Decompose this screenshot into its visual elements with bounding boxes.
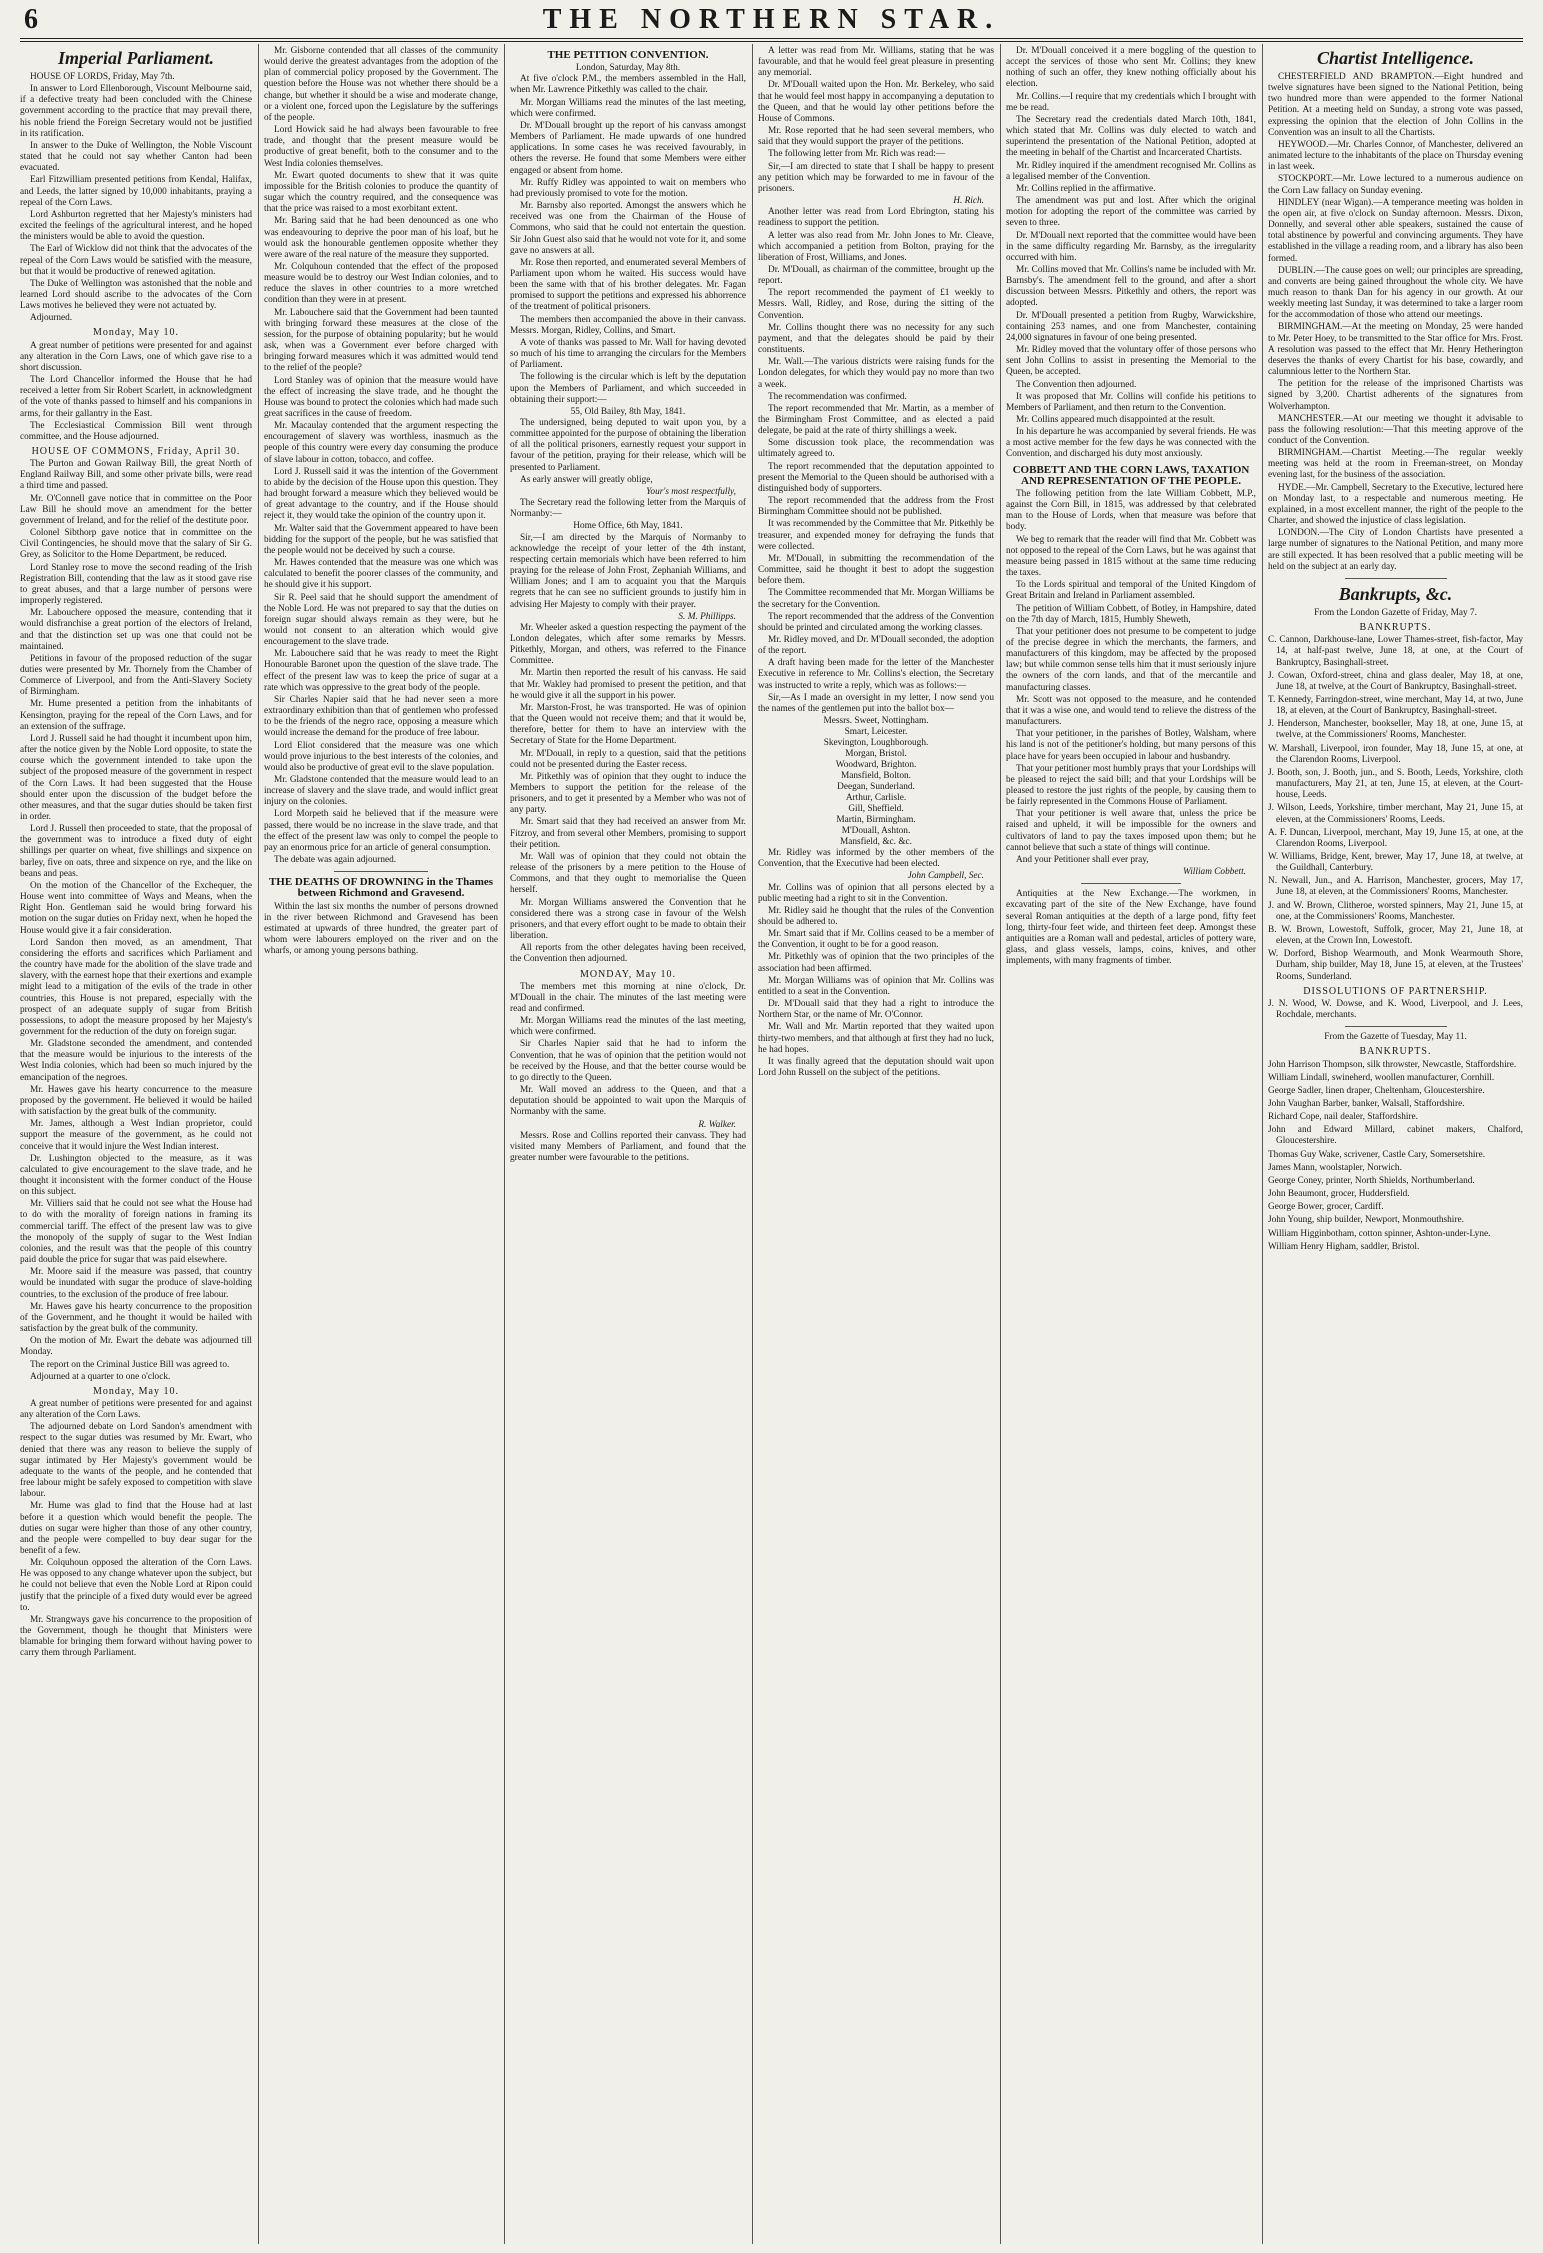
gazette-entry: John Vaughan Barber, banker, Walsall, Staffordshire.	[1268, 1098, 1465, 1109]
paragraph: Mr. Pitkethly was of opinion that the two principles of the association had been affirmed.	[758, 952, 994, 974]
paragraph: In answer to the Duke of Wellington, the Noble Viscount stated that he could not say whether Canton had been evacuated.	[20, 140, 252, 174]
paragraph: Within the last six months the number of persons drowned in the river between Richmond and Gravesend has been estimated at upwards of three hundred, the greater part of whom were labourers employed on the river and on the wharfs, or among young persons bathing.	[264, 901, 498, 957]
paragraph: Mr. Ridley said he thought that the rules of the Convention should be adhered to.	[758, 905, 994, 927]
list-line: Woodward, Brighton.	[835, 760, 917, 771]
gazette-entry: W. Marshall, Liverpool, iron founder, May 18, June 15, at one, at the Clarendon Rooms, Liverpool.	[1268, 743, 1523, 765]
paragraph: The petition for the release of the imprisoned Chartists was signed by 3,200. Chartist adherents of the signatures from Wolverhampton.	[1268, 379, 1523, 412]
paragraph: Sir,—I am directed to state that I shall be happy to present any petition which may be forwarded to me in favour of the prisoners.	[758, 161, 994, 194]
paragraph: LONDON.—The City of London Chartists have presented a large number of signatures to the National Petition, and many more are still expected. It has been resolved that a public meeting will be held on the subject at an early day.	[1268, 528, 1523, 572]
paragraph: The petition of William Cobbett, of Botley, in Hampshire, dated on the 7th day of March, 1815, Humbly Sheweth,	[1006, 603, 1256, 625]
paragraph: Mr. Gladstone contended that the measure would lead to an increase of slavery and the slave trade, and would inflict great injury on the colonies.	[264, 775, 498, 808]
subheading: Monday, May 10.	[92, 1385, 179, 1397]
gazette-entry: J. and W. Brown, Clitheroe, worsted spinners, May 21, June 15, at one, at the Commissioners' Rooms, Manchester.	[1268, 900, 1523, 922]
article-headline: THE PETITION CONVENTION.	[547, 49, 709, 61]
section-heading: Bankrupts, &c.	[1338, 583, 1453, 604]
newspaper-title: THE NORTHERN STAR.	[542, 4, 1001, 35]
paragraph: CHESTERFIELD AND BRAMPTON.—Eight hundred and twelve signatures have been signed to the National Petition, being two hundred more than were appended to the former National Petition. At a meeting held on Sunday, a strong vote was passed, expressing the opinion that the election of John Collins in the Convention was an insult to all the Chartists.	[1268, 72, 1523, 138]
paragraph: Messrs. Rose and Collins reported their canvass. They had visited many Members of Parliament, and found that the greater number were favourable to the petitions.	[510, 1130, 746, 1163]
paragraph: The Earl of Wicklow did not think that the advocates of the repeal of the Corn Laws would be satisfied with the measure, but that it would be productive of renewed agitation.	[20, 244, 252, 277]
gazette-entry: J. Wilson, Leeds, Yorkshire, timber merchant, May 21, June 15, at eleven, at the Commissioners' Rooms, Leeds.	[1268, 803, 1523, 825]
paragraph: HEYWOOD.—Mr. Charles Connor, of Manchester, delivered an animated lecture to the inhabitants of the place on Thursday evening in last week.	[1268, 139, 1523, 173]
gazette-entry: J. N. Wood, W. Dowse, and K. Wood, Liverpool, and J. Lees, Rochdale, merchants.	[1268, 998, 1523, 1021]
paragraph: On the motion of the Chancellor of the Exchequer, the House went into committee of Ways and Means, when the Right Hon. Gentleman said he would bring forward his motion on the sugar duties on Friday next, when he hoped the House would give it a fair consideration.	[20, 880, 252, 936]
paragraph: Sir,—I am directed by the Marquis of Normanby to acknowledge the receipt of your letter of the 4th instant, respecting certain memorials which have been referred to him praying for the release of John Frost, Zephaniah Williams, and William Jones; and I am to acquaint you that the Marquis regrets that he can see no sufficient grounds to justify him in advising Her Majesty to comply with their prayer.	[510, 532, 746, 610]
paragraph: The Committee recommended that Mr. Morgan Williams be the secretary for the Convention.	[758, 588, 994, 610]
paragraph: The report recommended the payment of £1 weekly to Messrs. Wall, Ridley, and Rose, during the sitting of the Convention.	[758, 288, 994, 321]
paragraph: Mr. James, although a West Indian proprietor, could support the measure of the government, as he could not conceive that it would injure the West Indian interest.	[20, 1119, 252, 1152]
paragraph: Mr. Labouchere said that the Government had been taunted with bringing forward these measures at the close of the session, for the purpose of obtaining popularity; but he would ask, when was a Government ever before charged with bringing forward measures which it was admitted would tend to the relief of the people?	[264, 307, 498, 374]
gazette-entry: T. Kennedy, Farringdon-street, wine merchant, May 14, at two, June 18, at eleven, at the Court of Bankruptcy, Basinghall-street.	[1268, 694, 1523, 717]
paragraph: That your petitioner most humbly prays that your Lordships will be pleased to reject the said bill; and that your Lordships will be pleased to restore the just rights of the people, by causing them to be fairly represented in the Commons House of Parliament.	[1006, 763, 1256, 808]
paragraph: Mr. Collins thought there was no necessity for any such payment, and that the delegates should be paid by their constituents.	[758, 322, 994, 356]
paragraph: To the Lords spiritual and temporal of the United Kingdom of Great Britain and Ireland in Parliament assembled.	[1006, 580, 1256, 602]
paragraph: Mr. M'Douall, in submitting the recommendation of the Committee, said he thought it best to adopt the suggestion before them.	[758, 553, 994, 587]
paragraph: That your petitioner, in the parishes of Botley, Walsham, where his land is not of the petitioner's holding, but many persons of this place have for years been occupied in labour and husbandry.	[1006, 729, 1256, 762]
signature: William Cobbett.	[1182, 867, 1246, 878]
gazette-entry: J. Cowan, Oxford-street, china and glass dealer, May 18, at one, June 18, at twelve, at the Court of Bankruptcy, Basinghall-street.	[1268, 670, 1523, 692]
paragraph: A great number of petitions were presented for and against any alteration in the Corn Laws, one of which gave rise to a short discussion.	[20, 340, 252, 373]
paragraph: The adjourned debate on Lord Sandon's amendment with respect to the sugar duties was resumed by Mr. Ewart, who denied that there was any reason to believe the supply of sugar intimated by Her Majesty's government would be adequate to the wants of the people, and he contended that free labour might be safely exposed to competition with slave labour.	[20, 1422, 252, 1500]
paragraph: Mr. Wall.—The various districts were raising funds for the London delegates, for which they would pay no more than two a week.	[758, 357, 994, 390]
gazette-entry: James Mann, woolstapler, Norwich.	[1268, 1162, 1402, 1173]
paragraph: The following is the circular which is left by the deputation upon the Members of Parliament, and which succeeded in obtaining their support:—	[510, 372, 746, 405]
paragraph: Mr. Marston-Frost, he was transported. He was of opinion that the Queen would not receive them; and that it would be, therefore, better for them to have an interview with the Secretary of State for the Home Department.	[510, 702, 746, 747]
paragraph: Dr. M'Douall said that they had a right to introduce the Northern Star, or the name of Mr. O'Connor.	[758, 999, 994, 1021]
paragraph: BIRMINGHAM.—Chartist Meeting.—The regular weekly meeting was held at the room in Freeman-street, on Monday evening last, for the business of the association.	[1268, 448, 1523, 481]
paragraph: The Convention then adjourned.	[1016, 379, 1137, 390]
list-line: Skevington, Loughborough.	[823, 738, 929, 749]
signature: R. Walker.	[698, 1119, 736, 1130]
paragraph: Mr. Collins moved that Mr. Collins's name be included with Mr. Barnsby's. The amendment fell to the ground, and after a short discussion between Messrs. Pitkethly and others, the report was adopted.	[1006, 264, 1256, 309]
paragraph: Mr. Moore said if the measure was passed, that country would be inundated with sugar the produce of slave-holding countries, to the exclusion of the produce of free labour.	[20, 1267, 252, 1300]
section-divider	[1345, 1026, 1447, 1027]
gazette-entry: George Bower, grocer, Cardiff.	[1268, 1202, 1384, 1213]
paragraph: Mr. Wall was of opinion that they could not obtain the release of the prisoners by a mere petition to the House of Commons, and that they ought to memorialise the Queen herself.	[510, 851, 746, 896]
paragraph: The amendment was put and lost. After which the original motion for adopting the report of the committee was carried by seven to three.	[1006, 196, 1256, 229]
section-divider	[1081, 883, 1181, 884]
paragraph: A vote of thanks was passed to Mr. Wall for having devoted so much of his time to arranging the circulars for the Members of Parliament.	[510, 337, 746, 371]
paragraph: The Purton and Gowan Railway Bill, the great North of England Railway Bill, and some other private bills, were read a third time and passed.	[20, 459, 252, 492]
paragraph: Mr. Ewart quoted documents to shew that it was quite impossible for the British colonies to produce the quantity of sugar which the country required, and the consequence was that the price was raised to a most exorbitant extent.	[264, 170, 498, 215]
paragraph: A great number of petitions were presented for and against any alteration of the Corn Laws.	[20, 1398, 252, 1421]
paragraph: The debate was again adjourned.	[274, 855, 397, 866]
subheading: BANKRUPTS.	[1359, 1046, 1432, 1058]
paragraph: Mr. Hume was glad to find that the House had at last before it a question which would benefit the people. The duties on sugar were higher than those of any other country, and the people were compelled to buy dear sugar for the benefit of a few.	[20, 1501, 252, 1556]
section-heading-imperial-parliament: Imperial Parliament.	[57, 48, 214, 68]
paragraph: Mr. Colquhoun contended that the effect of the proposed measure would be to destroy our West Indian colonies, and to reduce the slaves in other countries to a more wretched condition than they were in at present.	[264, 261, 498, 306]
gazette-entry: John Harrison Thompson, silk throwster, Newcastle, Staffordshire.	[1268, 1059, 1517, 1070]
column-rule	[504, 44, 505, 2244]
paragraph: The members then accompanied the above in their canvass. Messrs. Morgan, Ridley, Collins, and Smart.	[510, 314, 746, 336]
paragraph: Mr. Rose then reported, and enumerated several Members of Parliament upon whom he waited. His success would have been the same with that of his brother delegates. Mr. Fagan promised to support the petitions and expressed his abhorrence of the treatment of political prisoners.	[510, 257, 746, 313]
paragraph: The report recommended that the deputation appointed to present the Memorial to the Queen should be authorised with a distinguished body of supporters.	[758, 461, 994, 494]
paragraph: At five o'clock P.M., the members assembled in the Hall, when Mr. Lawrence Pitkethly was called to the chair.	[510, 74, 746, 96]
paragraph: Mr. Wall moved an address to the Queen, and that a deputation should be appointed to wait upon the Marquis of Normanby with the same.	[510, 1085, 746, 1118]
gazette-entry: A. F. Duncan, Liverpool, merchant, May 19, June 15, at one, at the Clarendon Rooms, Liverpool.	[1268, 827, 1523, 849]
subheading: BANKRUPTS.	[1359, 622, 1432, 634]
centered-line: From the London Gazette of Friday, May 7.	[1314, 607, 1477, 618]
paragraph: Mr. Martin then reported the result of his canvass. He said that Mr. Wakley had promised to present the petition, and that he would give it all the support in his power.	[510, 668, 746, 701]
paragraph: Mr. O'Connell gave notice that in committee on the Poor Law Bill he should move an amendment for the better government of Ireland, and for the relief of the destitute poor.	[20, 493, 252, 526]
paragraph: BIRMINGHAM.—At the meeting on Monday, 25 were handed to Mr. Peter Hoey, to be transmitted to the Star office for Mrs. Frost. A resolution was passed to the effect that Mr. Henry Hetherington deserves the thanks of every Chartist for his base, cowardly, and calumnious letter to the Northern Star.	[1268, 322, 1523, 378]
paragraph: Mr. Hawes gave his hearty concurrence to the proposition of the Government, and he thought it would be hailed with satisfaction by the great bulk of the community.	[20, 1301, 252, 1335]
gazette-entry: William Lindall, swineherd, woollen manufacturer, Cornhill.	[1268, 1072, 1495, 1083]
subheading: DISSOLUTIONS OF PARTNERSHIP.	[1303, 985, 1488, 997]
list-line: Martin, Birmingham.	[836, 815, 916, 826]
paragraph: Mr. Wheeler asked a question respecting the payment of the London delegates, which after some remarks by Messrs. Pitkethly, Morgan, and others, was referred to the Finance Committee.	[510, 622, 746, 667]
section-divider	[334, 871, 428, 872]
paragraph: Dr. M'Douall waited upon the Hon. Mr. Berkeley, who said that he would feel most happy in accompanying a deputation to the Queen, and that he would lay other petitions before the House of Commons.	[758, 80, 994, 124]
paragraph: The Secretary read the following letter from the Marquis of Normanby:—	[510, 498, 746, 520]
centered-line: London, Saturday, May 8th.	[575, 63, 681, 74]
paragraph: Mr. Ruffy Ridley was appointed to wait on members who had previously promised to vote for the motion.	[510, 177, 746, 199]
column-convention-continued	[758, 46, 994, 2242]
column-cobbett-corn-laws	[1006, 46, 1256, 2242]
paragraph: Mr. Pitkethly was of opinion that they ought to induce the Members to support the petition for the release of the prisoners, and to get it presented by a Member who was not of any party.	[510, 771, 746, 816]
article-headline: COBBETT AND THE CORN LAWS, TAXATION AND REPRESENTATION OF THE PEOPLE.	[1012, 463, 1250, 487]
paragraph: Adjourned.	[30, 313, 73, 324]
paragraph: On the motion of Mr. Ewart the debate was adjourned till Monday.	[20, 1336, 252, 1358]
gazette-entry: C. Cannon, Darkhouse-lane, Lower Thames-street, fish-factor, May 14, at half-past twelve, June 18, at one, at the Court of Bankruptcy, Basinghall-street.	[1268, 635, 1523, 668]
paragraph: Mr. Villiers said that he could not see what the House had to do with the morality of foreign nations in framing its commercial tariff. The effect of the present law was to give the monopoly of the supply of sugar to the West Indian colonies, and the result was that the people of this country paid double the price for sugar that was paid elsewhere.	[20, 1199, 252, 1266]
paragraph: A letter was read from Mr. Williams, stating that he was favourable, and that he would feel great pleasure in presenting any memorial.	[758, 46, 994, 79]
paragraph: Lord Stanley rose to move the second reading of the Irish Registration Bill, contending that the law as it stood gave rise to great abuses, and that a large number of persons were improperly registered.	[20, 562, 252, 607]
paragraph: The members met this morning at nine o'clock, Dr. M'Douall in the chair. The minutes of the last meeting were read and confirmed.	[510, 981, 746, 1014]
section-divider	[1345, 578, 1447, 579]
paragraph: The following letter from Mr. Rich was read:—	[768, 149, 946, 160]
list-line: Morgan, Bristol.	[845, 749, 907, 760]
paragraph: The Duke of Wellington was astonished that the noble and learned Lord should ascribe to the advocates of the Corn Laws motives he believed they were not actuated by.	[20, 278, 252, 312]
paragraph: HINDLEY (near Wigan).—A temperance meeting was holden in the open air, at five o'clock on Sunday afternoon. Messrs. Dixon, Donnelly, and several other able speakers, sustained the cause of total abstinence by powerful and convincing arguments. They have established in the village a reading room, and a library has also been formed.	[1268, 197, 1523, 264]
list-line: Smart, Leicester.	[844, 727, 908, 738]
paragraph: The undersigned, being deputed to wait upon you, by a committee appointed for the purpose of obtaining the liberation of all the political prisoners, earnestly request your support in favour of the petition, praying for their release, which will be presented to Parliament.	[510, 418, 746, 473]
paragraph: Sir R. Peel said that he should support the amendment of the Noble Lord. He was not prepared to say that the duties on foreign sugar should always remain as they were, but he would not consent to an alteration which would give encouragement to the slave trade.	[264, 592, 498, 648]
paragraph: All reports from the other delegates having been received, the Convention then adjourned.	[510, 943, 746, 965]
paragraph: Mr. Smart said that they had received an answer from Mr. Fitzroy, and from several other Members, promising to support their petition.	[510, 817, 746, 850]
paragraph: Petitions in favour of the proposed reduction of the sugar duties were presented by Mr. Thornely from the Chamber of Commerce of Liverpool, and from the Anti-Slavery Society of Birmingham.	[20, 653, 252, 698]
paragraph: HYDE.—Mr. Campbell, Secretary to the Executive, lectured here on Monday last, to a respectable and numerous meeting. He explained, in a most excellent manner, the right of the people to the Charter, and showed the injustice of class legislation.	[1268, 482, 1523, 527]
paragraph: Mr. Gisborne contended that all classes of the community would derive the greatest advantages from the adoption of the plan of commercial policy proposed by the Government. The question before the House was not whether there should be a change, but whether it should be a wise and moderate change, or a violent one, forced upon the Legislature by the sufferings of the people.	[264, 46, 498, 123]
paragraph: The following petition from the late William Cobbett, M.P., against the Corn Bill, in 1815, was addressed by that celebrated man to the House of Lords, when that measure was before that body.	[1006, 488, 1256, 533]
paragraph: Antiquities at the New Exchange.—The workmen, in excavating part of the site of the New Exchange, have found several Roman antiquities at the depth of a large pond, fifty feet long, thirty-four feet wide, and thirteen feet deep. Amongst these antiquities are a Roman wall and pedestal, articles of pottery ware, glass, and glass vessels, lamps, coins, knives, and other implements, with many fragments of timber.	[1006, 889, 1256, 967]
paragraph: Mr. Collins.—I require that my credentials which I brought with me be read.	[1006, 91, 1256, 113]
centered-line: From the Gazette of Tuesday, May 11.	[1324, 1032, 1467, 1043]
paragraph: We beg to remark that the reader will find that Mr. Cobbett was not opposed to the repeal of the Corn Laws, but he was against that measure being passed in 1815 without at the same time reducing the taxes.	[1006, 534, 1256, 579]
paragraph: Another letter was read from Lord Ebrington, stating his readiness to support the petition.	[758, 207, 994, 229]
list-line: Mansfield, &c. &c.	[839, 837, 913, 848]
paragraph: Adjourned at a quarter to one o'clock.	[30, 1371, 171, 1382]
masthead	[20, 4, 1523, 34]
paragraph: In his departure he was accompanied by several friends. He was a most active member for the few days he was connected with the Convention, and discharged his duty most anxiously.	[1006, 427, 1256, 460]
paragraph: Lord Eliot considered that the measure was one which would prove injurious to the best interests of the colonies, and would also be productive of great evil to the slave population.	[264, 740, 498, 773]
paragraph: Mr. Morgan Williams read the minutes of the last meeting, which were confirmed.	[510, 1016, 746, 1038]
paragraph: Lord J. Russell said it was the intention of the Government to abide by the decision of the House upon this question. They had brought forward a measure which they believed would be of great advantage to the country, and if the House should reject it, they would take the opinion of the country upon it.	[264, 466, 498, 522]
paragraph: It was finally agreed that the deputation should wait upon Lord John Russell on the subject of the petitions.	[758, 1056, 994, 1079]
paragraph: Mr. Ridley inquired if the amendment recognised Mr. Collins as a legalised member of the Convention.	[1006, 160, 1256, 182]
paragraph: Mr. Colquhoun opposed the alteration of the Corn Laws. He was opposed to any change whatever upon the subject, but he could not believe that even the Noble Lord at Ripon could justify that the principle of a fixed duty would ever be agreed to.	[20, 1558, 252, 1613]
paragraph: Mr. Labouchere opposed the measure, contending that it would disfranchise a great portion of the electors of Ireland, and that the distinction set up was one that could not be maintained.	[20, 608, 252, 652]
paragraph: Mr. Hume presented a petition from the inhabitants of Kensington, praying for the repeal of the Corn Laws, and for an extension of the suffrage.	[20, 699, 252, 732]
section-heading-chartist-intelligence: Chartist Intelligence.	[1316, 48, 1475, 68]
paragraph: A letter was also read from Mr. John Jones to Mr. Cleave, which accompanied a petition from Bolton, praying for the liberation of Frost, Williams, and Jones.	[758, 230, 994, 263]
page-number: 6	[24, 4, 38, 35]
paragraph: Sir Charles Napier said that he had never seen a more extraordinary exhibition than that of gentlemen who professed to be the friends of the negro race, opposing a measure which would increase the demand for the produce of free labour.	[264, 694, 498, 739]
paragraph: The report on the Criminal Justice Bill was agreed to.	[30, 1359, 230, 1370]
list-line: Arthur, Carlisle.	[845, 793, 907, 804]
paragraph: Lord Howick said he had always been favourable to free trade, and thought that the present measure would be productive of great benefit, both to the consumer and to the West India colonies themselves.	[264, 125, 498, 169]
header-rule	[20, 38, 1523, 39]
signature: S. M. Phillipps.	[678, 611, 736, 622]
paragraph: Mr. Hawes gave his hearty concurrence to the measure proposed by the government. He believed it would be hailed with satisfaction by the great bulk of the community.	[20, 1084, 252, 1118]
paragraph: Lord Morpeth said he believed that if the measure were passed, there would be no increase in the slave trade, and that the effect of the present law was only to compel the people to pay an enormous price for an article of general consumption.	[264, 809, 498, 853]
paragraph: Lord Ashburton regretted that her Majesty's ministers had excited the feelings of the agricultural interest, and he hoped the ministers would be able to avoid the question.	[20, 209, 252, 243]
gazette-entry: George Coney, printer, North Shields, Northumberland.	[1268, 1175, 1475, 1186]
paragraph: And your Petitioner shall ever pray,	[1016, 854, 1149, 865]
list-line: Deegan, Sunderland.	[837, 782, 915, 793]
gazette-entry: John and Edward Millard, cabinet makers, Chalford, Gloucestershire.	[1268, 1125, 1523, 1147]
paragraph: Lord Stanley was of opinion that the measure would have the effect of increasing the slave trade, and he thought the House was bound to protect the colonies which had made such great sacrifices in the cause of freedom.	[264, 375, 498, 419]
paragraph: Dr. M'Douall conceived it a mere boggling of the question to accept the services of those who sent Mr. Collins; they knew nothing of such an offer, they knew nothing officially about his election.	[1006, 46, 1256, 90]
article-headline: THE DEATHS OF DROWNING in the Thames between Richmond and Gravesend.	[268, 876, 494, 900]
gazette-entry: William Henry Higham, saddler, Bristol.	[1268, 1241, 1420, 1252]
paragraph: Mr. Morgan Williams answered the Convention that he considered there was a strong case in favour of the Welsh prisoners, and that every effort ought to be made to obtain their liberation.	[510, 897, 746, 942]
paragraph: Dr. M'Douall presented a petition from Rugby, Warwickshire, containing 253 names, and one from Manchester, containing 24,000 signatures in favour of one being presented.	[1006, 310, 1256, 343]
column-rule	[1262, 44, 1263, 2244]
signature: John Campbell, Sec.	[907, 871, 984, 882]
centered-line: 55, Old Bailey, 8th May, 1841.	[570, 406, 686, 417]
paragraph: Mr. Ridley moved, and Dr. M'Douall seconded, the adoption of the report.	[758, 634, 994, 657]
paragraph: Dr. M'Douall next reported that the committee would have been in the same difficulty regarding Mr. Barnsby, as the irregularity occurred with him.	[1006, 230, 1256, 263]
paragraph: Lord Sandon then moved, as an amendment, That considering the efforts and sacrifices which Parliament and the country have made for the abolition of the slave trade and slavery, with the earnest hope that their exertions and example might lead to a mitigation of the evils of the trade in other countries, this House is not prepared, especially with the prospect of an adequate supply of sugar from British possessions, to adopt the measure proposed by her Majesty's government for the reduction of the duty on foreign sugar.	[20, 937, 252, 1037]
paragraph: The report recommended that Mr. Martin, as a member of the Birmingham Frost Committee, and as elected a paid delegate, be paid at the rate of thirty shillings a week.	[758, 403, 994, 437]
column-imperial-parliament	[20, 46, 252, 2242]
paragraph: Sir Charles Napier said that he had to inform the Convention, that he was of opinion that the petition would not be received by the House, and that the better course would be to go directly to the Queen.	[510, 1039, 746, 1083]
paragraph: Mr. Barnsby also reported. Amongst the answers which he received was one from the Chairman of the House of Commons, who said that he could not entertain the question. Sir John Guest also said that he would not vote for it, and some gave no answers at all.	[510, 201, 746, 256]
paragraph: DUBLIN.—The cause goes on well; our principles are spreading, and converts are being gained throughout the whole city. We have much reason to thank Dan for his agency in our growth. At our weekly meeting last Sunday, it was determined to take a larger room for the accommodation of those who attend our meetings.	[1268, 265, 1523, 321]
paragraph: Mr. Ridley moved that the voluntary offer of those persons who sent John Collins to assist in presenting the Memorial to the Queen, be accepted.	[1006, 345, 1256, 378]
paragraph: The Ecclesiastical Commission Bill went through committee, and the House adjourned.	[20, 420, 252, 442]
list-line: Messrs. Sweet, Nottingham.	[823, 716, 929, 727]
paragraph: HOUSE OF LORDS, Friday, May 7th.	[30, 72, 175, 82]
gazette-entry: John Beaumont, grocer, Huddersfield.	[1268, 1189, 1410, 1200]
paragraph: The Secretary read the credentials dated March 10th, 1841, which stated that Mr. Collins was duly elected to watch and superintend the presentation of the National Petition, adopted at the meeting in behalf of the Chartist and Incarcerated Chartists.	[1006, 114, 1256, 159]
column-parliament-continued	[264, 46, 498, 2242]
gazette-entry: Richard Cope, nail dealer, Staffordshire.	[1268, 1112, 1418, 1123]
paragraph: Mr. Strangways gave his concurrence to the proposition of the Government, though he thought that Ministers were blamable for bringing them forward without having power to carry them through Parliament.	[20, 1614, 252, 1659]
gazette-entry: Thomas Guy Wake, scrivener, Castle Cary, Somersetshire.	[1268, 1149, 1486, 1160]
paragraph: Mr. Gladstone seconded the amendment, and contended that the measure would be injurious to the interests of the West India colonies, which had been so much injured by the emancipation of the negroes.	[20, 1039, 252, 1083]
paragraph: The recommendation was confirmed.	[768, 391, 907, 402]
signature: Your's most respectfully,	[646, 486, 736, 497]
gazette-entry: J. Henderson, Manchester, bookseller, May 18, at one, June 15, at twelve, at the Commissioners' Rooms, Manchester.	[1268, 719, 1523, 741]
signature: H. Rich.	[953, 196, 984, 207]
paragraph: Mr. Smart said that if Mr. Collins ceased to be a member of the Convention, it ought to be for a good reason.	[758, 929, 994, 951]
column-rule	[1000, 44, 1001, 2244]
paragraph: Mr. Morgan Williams read the minutes of the last meeting, which were confirmed.	[510, 97, 746, 119]
paragraph: Earl Fitzwilliam presented petitions from Kendal, Halifax, and Leeds, the latter signed by 10,000 inhabitants, praying a repeal of the Corn Laws.	[20, 175, 252, 208]
paragraph: Mr. Walter said that the Government appeared to have been bidding for the support of the people, but he was satisfied that the people would not be deceived by such a course.	[264, 523, 498, 556]
gazette-entry: W. Dorford, Bishop Wearmouth, and Monk Wearmouth Shore, Durham, ship builder, May 18, June 15, at eleven, at the Trustees' Rooms, Sunderland.	[1268, 949, 1523, 982]
paragraph: Mr. Scott was not opposed to the measure, and he contended that it was a wise one, and would tend to relieve the distress of the manufacturers.	[1006, 694, 1256, 728]
paragraph: Dr. M'Douall brought up the report of his canvass amongst Members of Parliament. He made upwards of one hundred applications. In some cases he was received favourably, in others the reverse. He found that some Members were either engaged or absent from home.	[510, 120, 746, 176]
paragraph: Mr. Baring said that he had been denounced as one who was endeavouring to deprive the poor man of his loaf, but he would ask the honourable gentlemen opposite whether they were aware of the real nature of the measure they supported.	[264, 216, 498, 260]
paragraph: The report recommended that the address of the Convention should be printed and circulated among the working classes.	[758, 611, 994, 633]
paragraph: That your petitioner does not presume to be competent to judge of the precise degree in which the merchants, the farmers, and manufacturers of this kingdom, may be affected by the proposed law; but while common sense tells him that it must seriously injure the owners of the corn lands, and that of the mercantile and manufacturing classes.	[1006, 626, 1256, 693]
paragraph: The report recommended that the address from the Frost Birmingham Committee should not be published.	[758, 496, 994, 518]
paragraph: Some discussion took place, the recommendation was ultimately agreed to.	[758, 438, 994, 460]
list-line: Gill, Sheffield.	[848, 804, 904, 815]
list-line: Mansfield, Bolton.	[841, 771, 911, 782]
paragraph: Mr. Collins appeared much disappointed at the result.	[1016, 415, 1216, 425]
subheading: MONDAY, May 10.	[579, 968, 677, 980]
gazette-entry: George Sadler, linen draper, Cheltenham, Gloucestershire.	[1268, 1085, 1485, 1096]
header-rule-thin	[20, 41, 1523, 42]
subheading: Monday, May 10.	[92, 327, 179, 339]
paragraph: In answer to Lord Ellenborough, Viscount Melbourne said, if a defective treaty had been concluded with the Chinese government according to the practice that may prevail there, his noble friend the Foreign Secretary would not be justified in its ratification.	[20, 84, 252, 139]
gazette-entry: W. Williams, Bridge, Kent, brewer, May 17, June 18, at twelve, at the Guildhall, Canterbury.	[1268, 852, 1523, 874]
gazette-entry: William Higginbotham, cotton spinner, Ashton-under-Lyne.	[1268, 1228, 1491, 1239]
subheading: HOUSE OF COMMONS, Friday, April 30.	[31, 446, 241, 457]
paragraph: Mr. Macaulay contended that the argument respecting the encouragement of slavery was worthless, inasmuch as the people of this country were every day consuming the produce of slave labour in cotton, tobacco, and coffee.	[264, 421, 498, 465]
paragraph: Mr. Ridley was informed by the other members of the Convention, that the Executive had been elected.	[758, 848, 994, 870]
paragraph: It was proposed that Mr. Collins will confide his petitions to Members of Parliament, and then return to the Convention.	[1006, 391, 1256, 413]
paragraph: It was recommended by the Committee that Mr. Pitkethly be treasurer, and expended money for defraying the funds that were collected.	[758, 519, 994, 552]
gazette-entry: John Young, ship builder, Newport, Monmouthshire.	[1268, 1215, 1464, 1226]
column-rule	[752, 44, 753, 2244]
paragraph: Mr. M'Douall, in reply to a question, said that the petitions could not be presented during the Easter recess.	[510, 748, 746, 770]
centered-line: Home Office, 6th May, 1841.	[573, 521, 683, 532]
paragraph: Dr. Lushington objected to the measure, as it was calculated to give encouragement to the slave trade, and he thought it inconsistent with the former conduct of the House on this subject.	[20, 1153, 252, 1198]
paragraph: Mr. Collins replied in the affirmative.	[1016, 183, 1156, 194]
paragraph: Sir,—As I made an oversight in my letter, I now send you the names of the gentlemen put into the ballot box—	[758, 692, 994, 714]
paragraph: STOCKPORT.—Mr. Lowe lectured to a numerous audience on the Corn Law fallacy on Sunday evening.	[1268, 174, 1523, 196]
paragraph: Mr. Labouchere said that he was ready to meet the Right Honourable Baronet upon the question of the slave trade. The effect of the present law was to keep the price of sugar at a rate which was oppressive to the great body of the people.	[264, 649, 498, 693]
paragraph: That your petitioner is well aware that, unless the price be raised and upheld, it will be impossible for the owners and cultivators of land to pay the taxes imposed upon them; but he cannot believe that such a state of things will continue.	[1006, 809, 1256, 853]
column-chartist-intelligence	[1268, 46, 1523, 2242]
paragraph: Mr. Morgan Williams was of opinion that Mr. Collins was entitled to a seat in the Convention.	[758, 975, 994, 997]
paragraph: The Lord Chancellor informed the House that he had received a letter from Sir Robert Scarlett, in acknowledgment of the vote of thanks passed to himself and his companions in arms, for their gallantry in the East.	[20, 375, 252, 419]
gazette-entry: J. Booth, son, J. Booth, jun., and S. Booth, Leeds, Yorkshire, cloth manufacturers, May 21, at ten, June 15, at eleven, at the Court-house, Leeds.	[1268, 767, 1523, 801]
gazette-entry: N. Newall, Jun., and A. Harrison, Manchester, grocers, May 17, June 18, at eleven, at the Commissioners' Rooms, Manchester.	[1268, 876, 1523, 898]
paragraph: Dr. M'Douall, as chairman of the committee, brought up the report.	[758, 264, 994, 287]
paragraph: Mr. Rose reported that he had seen several members, who said that they would support the prayer of the petitions.	[758, 126, 994, 148]
paragraph: Colonel Sibthorp gave notice that in committee on the Civil Contingencies, he should move that the salary of Sir G. Grey, as Solicitor to the Home Department, be reduced.	[20, 528, 252, 561]
gazette-entry: B. W. Brown, Lowestoft, Suffolk, grocer, May 21, June 18, at eleven, at the Crown Inn, Lowestoft.	[1268, 924, 1523, 947]
paragraph: A draft having been made for the letter of the Manchester Executive in reference to Mr. Collins's election, the Secretary was instructed to write a reply, which was as follows:—	[758, 658, 994, 691]
column-rule	[258, 44, 259, 2244]
paragraph: MANCHESTER.—At our meeting we thought it advisable to pass the following resolution:—That this meeting approve of the conduct of the Convention.	[1268, 413, 1523, 446]
paragraph: Lord J. Russell then proceeded to state, that the proposal of the government was to introduce a fixed duty of eight shillings per quarter on wheat, five shillings and sixpence on barley, five on oats, three and sixpence on rye, and the like on beans and peas.	[20, 824, 252, 879]
paragraph: Mr. Collins was of opinion that all persons elected by a public meeting had a right to sit in the Convention.	[758, 882, 994, 904]
list-line: M'Douall, Ashton.	[841, 826, 911, 837]
paragraph: Mr. Wall and Mr. Martin reported that they waited upon thirty-two members, and that although at first they had no luck, he had hopes.	[758, 1022, 994, 1055]
paragraph: Mr. Hawes contended that the measure was one which was calculated to benefit the poorer classes of the community, and he should give it his support.	[264, 558, 498, 591]
column-petition-convention	[510, 46, 746, 2242]
paragraph: As early answer will greatly oblige,	[520, 474, 653, 485]
paragraph: Lord J. Russell said he had thought it incumbent upon him, after the notice given by the Noble Lord opposite, to state the course which the government intended to take upon the subject of the proposed measure of the government in respect of the Corn Laws. It had been suggested that the House should enter upon the discussion of the budget before the other measures, and that the sugar duties should be taken first in order.	[20, 733, 252, 822]
